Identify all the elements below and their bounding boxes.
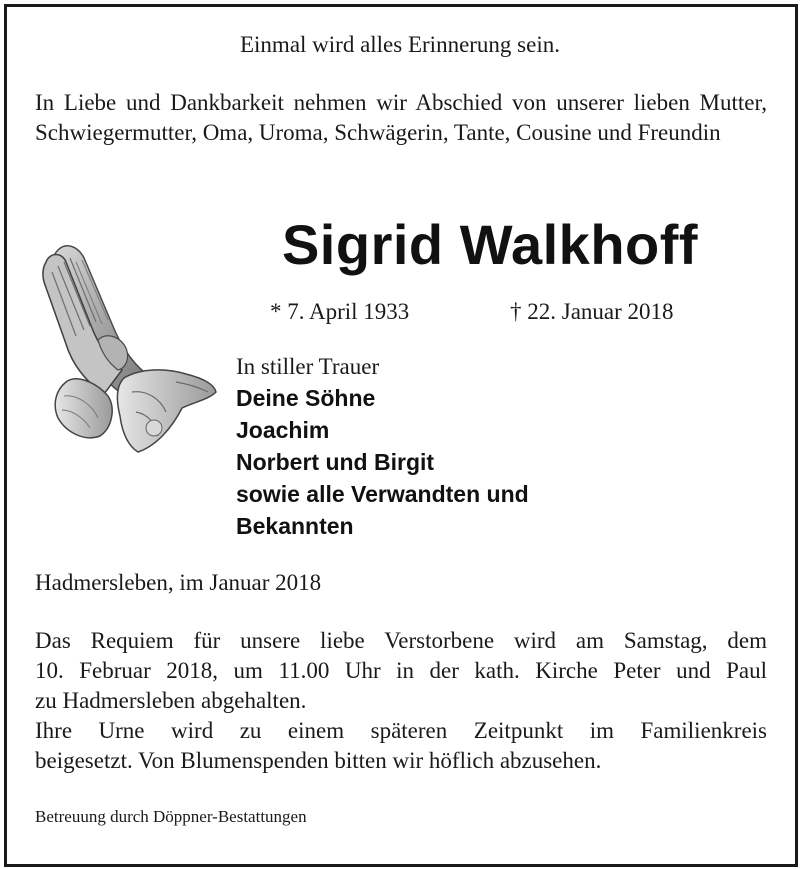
- deceased-name: Sigrid Walkhoff: [281, 213, 699, 276]
- funeral-home-note: Betreuung durch Döppner-Bestattungen: [35, 807, 307, 826]
- requiem-text: [35, 626, 767, 776]
- mourner-line: Deine Söhne: [236, 385, 376, 411]
- death-date: † 22. Januar 2018: [510, 299, 674, 324]
- motto: Einmal wird alles Erinnerung sein.: [239, 32, 560, 57]
- mourner-line: sowie alle Verwandten und: [236, 481, 529, 507]
- requiem-line: zu Hadmersleben abgehalten.: [35, 688, 307, 713]
- requiem-line: 10. Februar 2018, um 11.00 Uhr in der kath. Kirche Peter und Paul: [35, 658, 767, 683]
- birth-date: * 7. April 1933: [270, 299, 410, 324]
- praying-hands-icon: [36, 232, 220, 458]
- place-date: Hadmersleben, im Januar 2018: [35, 570, 322, 595]
- intro-text: In Liebe und Dankbarkeit nehmen wir Abschied von unserer lieben Mutter, Schwiegermutter, Oma, Uroma, Schwägerin, Tante, Cousine und Freundin: [35, 90, 767, 145]
- mourner-line: Bekannten: [236, 513, 354, 539]
- mourner-line: Joachim: [236, 417, 330, 443]
- mourning-intro: In stiller Trauer: [236, 354, 380, 379]
- mourner-line: Norbert und Birgit: [236, 449, 435, 475]
- requiem-line: Ihre Urne wird zu einem späteren Zeitpunkt im Familienkreis: [35, 718, 767, 743]
- mourners-block: [236, 352, 776, 542]
- requiem-line: Das Requiem für unsere liebe Verstorbene wird am Samstag, dem: [35, 628, 767, 653]
- requiem-line: beigesetzt. Von Blumenspenden bitten wir höflich abzusehen.: [35, 748, 602, 773]
